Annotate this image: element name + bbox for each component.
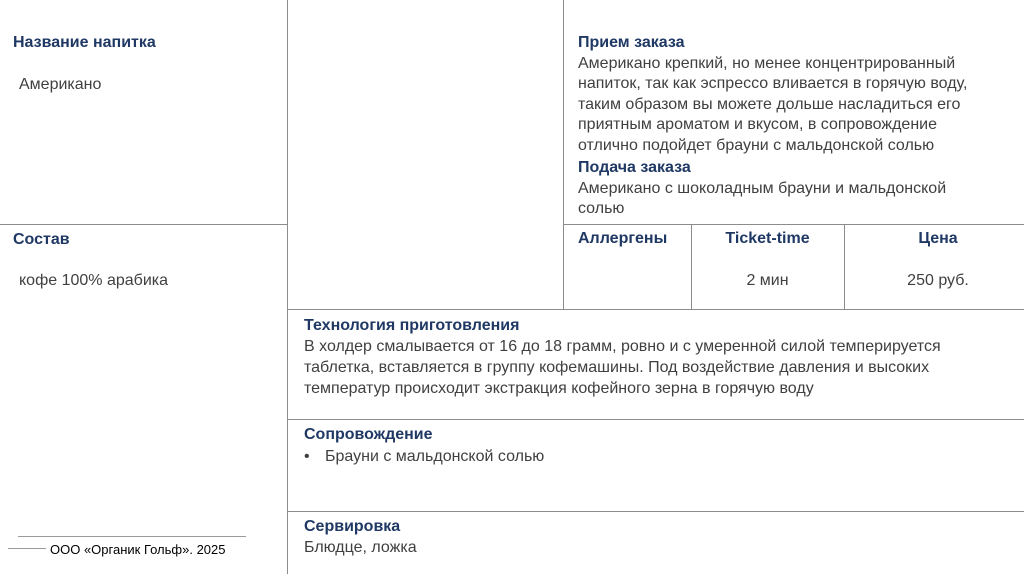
serving-order-line: солью	[578, 200, 625, 217]
order-line: приятным ароматом и вкусом, в сопровождение	[578, 116, 937, 133]
serving-value: Блюдце, ложка	[304, 539, 417, 556]
order-line: отлично подойдет брауни с мальдонской солью	[578, 136, 935, 154]
order-label: Прием заказа	[578, 34, 685, 51]
serving-label: Сервировка	[304, 518, 401, 535]
technology-line: таблетка, вставляется в группу кофемашины. Под воздействие давления и высоких	[304, 359, 930, 376]
drink-name-value: Американо	[19, 76, 102, 93]
price-value: 250 руб.	[907, 272, 969, 289]
bullet-icon: •	[304, 448, 310, 465]
order-line: Американо крепкий, но менее концентрированный	[578, 54, 956, 72]
divider-left	[287, 0, 288, 574]
ticket-time-label: Ticket-time	[725, 230, 810, 247]
serving-order-label: Подача заказа	[578, 159, 691, 176]
accompaniment-item: Брауни с мальдонской солью	[325, 448, 545, 465]
composition-value: кофе 100% арабика	[19, 272, 168, 289]
technology-label: Технология приготовления	[304, 317, 520, 334]
divider-name-composition	[0, 224, 287, 225]
divider-right	[563, 0, 564, 309]
footer-rule-short	[8, 548, 46, 549]
divider-order-stats	[563, 224, 1024, 225]
allergens-label: Аллергены	[578, 230, 668, 247]
serving-order-line: Американо с шоколадным брауни и мальдонской	[578, 179, 947, 197]
order-line: напиток, так как эспрессо вливается в горячую воду,	[578, 75, 968, 92]
divider-stats-technology	[287, 309, 1024, 310]
technology-line: В холдер смалывается от 16 до 18 грамм, ровно и с умеренной силой темперируется	[304, 338, 941, 355]
footer-rule	[18, 536, 246, 537]
technology-line: температур происходит экстракция кофейного зерна в горячую воду	[304, 380, 814, 397]
accompaniment-label: Сопровождение	[304, 426, 433, 443]
order-line: таким образом вы можете дольше насладиться его	[578, 95, 961, 113]
drink-name-label: Название напитка	[13, 34, 156, 51]
footer-company: ООО «Органик Гольф». 2025	[50, 542, 226, 557]
price-label: Цена	[918, 230, 958, 247]
composition-label: Состав	[13, 231, 70, 248]
divider-accompaniment-serving	[287, 511, 1024, 512]
divider-technology-accompaniment	[287, 419, 1024, 420]
ticket-time-value: 2 мин	[746, 272, 789, 289]
